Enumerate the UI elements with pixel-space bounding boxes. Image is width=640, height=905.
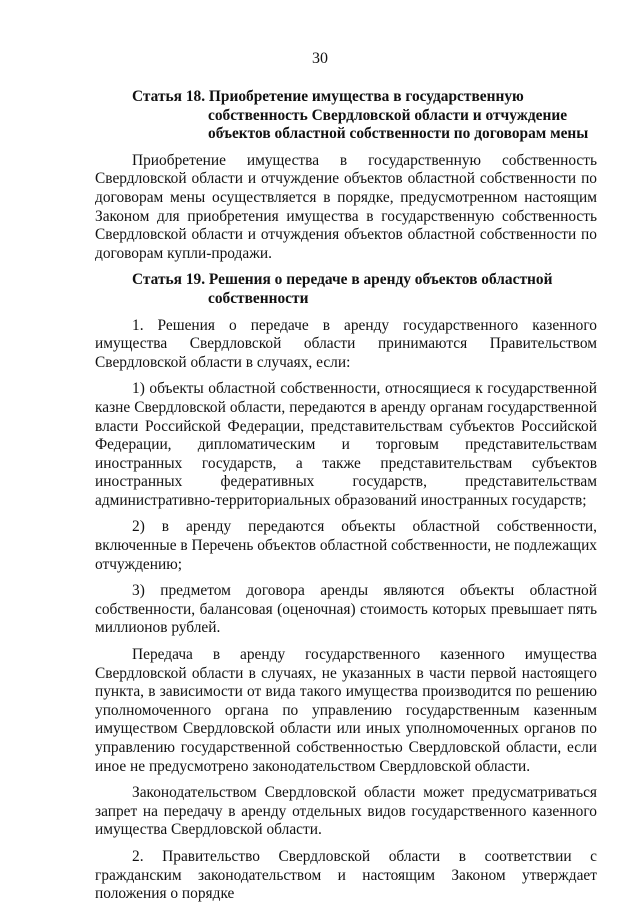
document-body (95, 88, 597, 904)
article-19-paragraph: Передача в аренду государственного казенного имущества Свердловской области в случаях, не указанных в части первой настоящего пункта, в зависимости от вида такого имущества производится по решению уполномоченного органа по управлению государственным казенным имуществом Свердловской области или иных уполномоченных органов по управлению государственной собственностью Свердловской области, если иное не предусмотрено законодательством Свердловской области. (95, 646, 597, 775)
page-number: 30 (312, 50, 328, 67)
article-19-paragraph: 3) предметом договора аренды являются объекты областной собственности, балансовая (оценочная) стоимость которых превышает пять миллионов рублей. (95, 582, 597, 637)
article-18-heading (95, 88, 597, 144)
article-19-paragraph: 1) объекты областной собственности, относящиеся к государственной казне Свердловской области, передаются в аренду органам государственной власти Российской Федерации, представительствам субъектов Российской Федерации, дипломатическим и торговым представительствам иностранных государств, а также представительствам субъектов иностранных федеративных государств, представительствам административно-территориальных образований иностранных государств; (95, 380, 597, 509)
article-18-heading-line: Статья 18. Приобретение имущества в государственную (132, 88, 524, 105)
article-19-heading (95, 271, 597, 308)
article-19-paragraph: Законодательством Свердловской области может предусматриваться запрет на передачу в аренду отдельных видов государственного казенного имущества Свердловской области. (95, 784, 597, 839)
article-18-paragraph: Приобретение имущества в государственную собственность Свердловской области и отчуждение объектов областной собственности по договорам мены осуществляется в порядке, предусмотренном настоящим Законом для приобретения имущества в государственную собственность Свердловской области и отчуждения объектов областной собственности по договорам купли-продажи. (95, 151, 597, 262)
article-19-paragraph: 1. Решения о передаче в аренду государственного казенного имущества Свердловской области принимаются Правительством Свердловской области в случаях, если: (95, 316, 597, 371)
article-19-heading-line: собственности (208, 289, 309, 307)
article-19-paragraph: 2) в аренду передаются объекты областной собственности, включенные в Перечень объектов областной собственности, не подлежащих отчуждению; (95, 518, 597, 573)
article-18-heading-line: собственность Свердловской области и отчуждение (208, 106, 568, 124)
article-19-paragraph: 2. Правительство Свердловской области в соответствии с гражданским законодательством и настоящим Законом утверждает положения о порядке (95, 847, 597, 903)
article-18-heading-line: объектов областной собственности по договорам мены (208, 125, 589, 143)
article-19-heading-line: Статья 19. Решения о передаче в аренду объектов областной (132, 271, 553, 289)
